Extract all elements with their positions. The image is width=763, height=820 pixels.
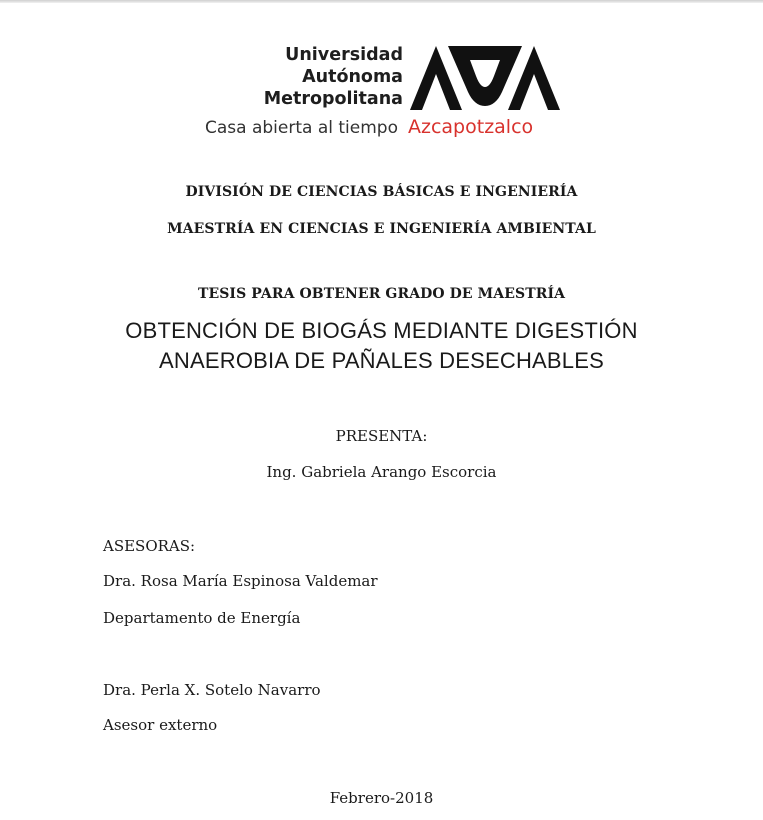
logo-line-metropolitana: Metropolitana [263,89,403,109]
logo-line-universidad: Universidad [285,45,403,65]
page-top-edge [0,0,763,3]
submission-date: Febrero-2018 [329,789,434,807]
logo-motto: Casa abierta al tiempo [205,118,398,138]
advisors-label: ASESORAS: [103,537,196,555]
uam-logo-icon [410,46,560,110]
division-heading: DIVISIÓN DE CIENCIAS BÁSICAS E INGENIERÍA [185,184,578,200]
advisor-2-name: Dra. Perla X. Sotelo Navarro [103,681,321,699]
logo-university-name [264,44,403,110]
presenter-name: Ing. Gabriela Arango Escorcia [266,463,497,481]
logo-line-autonoma: Autónoma [302,67,403,87]
thesis-title-line-1: OBTENCIÓN DE BIOGÁS MEDIANTE DIGESTIÓN [125,318,638,343]
university-logo [195,44,575,144]
thesis-label: TESIS PARA OBTENER GRADO DE MAESTRÍA [197,286,566,302]
logo-campus: Azcapotzalco [408,116,534,138]
advisor-2-affiliation: Asesor externo [103,716,218,734]
thesis-title-line-2: ANAEROBIA DE PAÑALES DESECHABLES [159,348,604,373]
program-heading: MAESTRÍA EN CIENCIAS E INGENIERÍA AMBIENTAL [167,221,596,237]
presenter-label: PRESENTA: [335,427,428,445]
advisor-1-name: Dra. Rosa María Espinosa Valdemar [103,572,378,590]
advisor-1-affiliation: Departamento de Energía [103,609,301,627]
